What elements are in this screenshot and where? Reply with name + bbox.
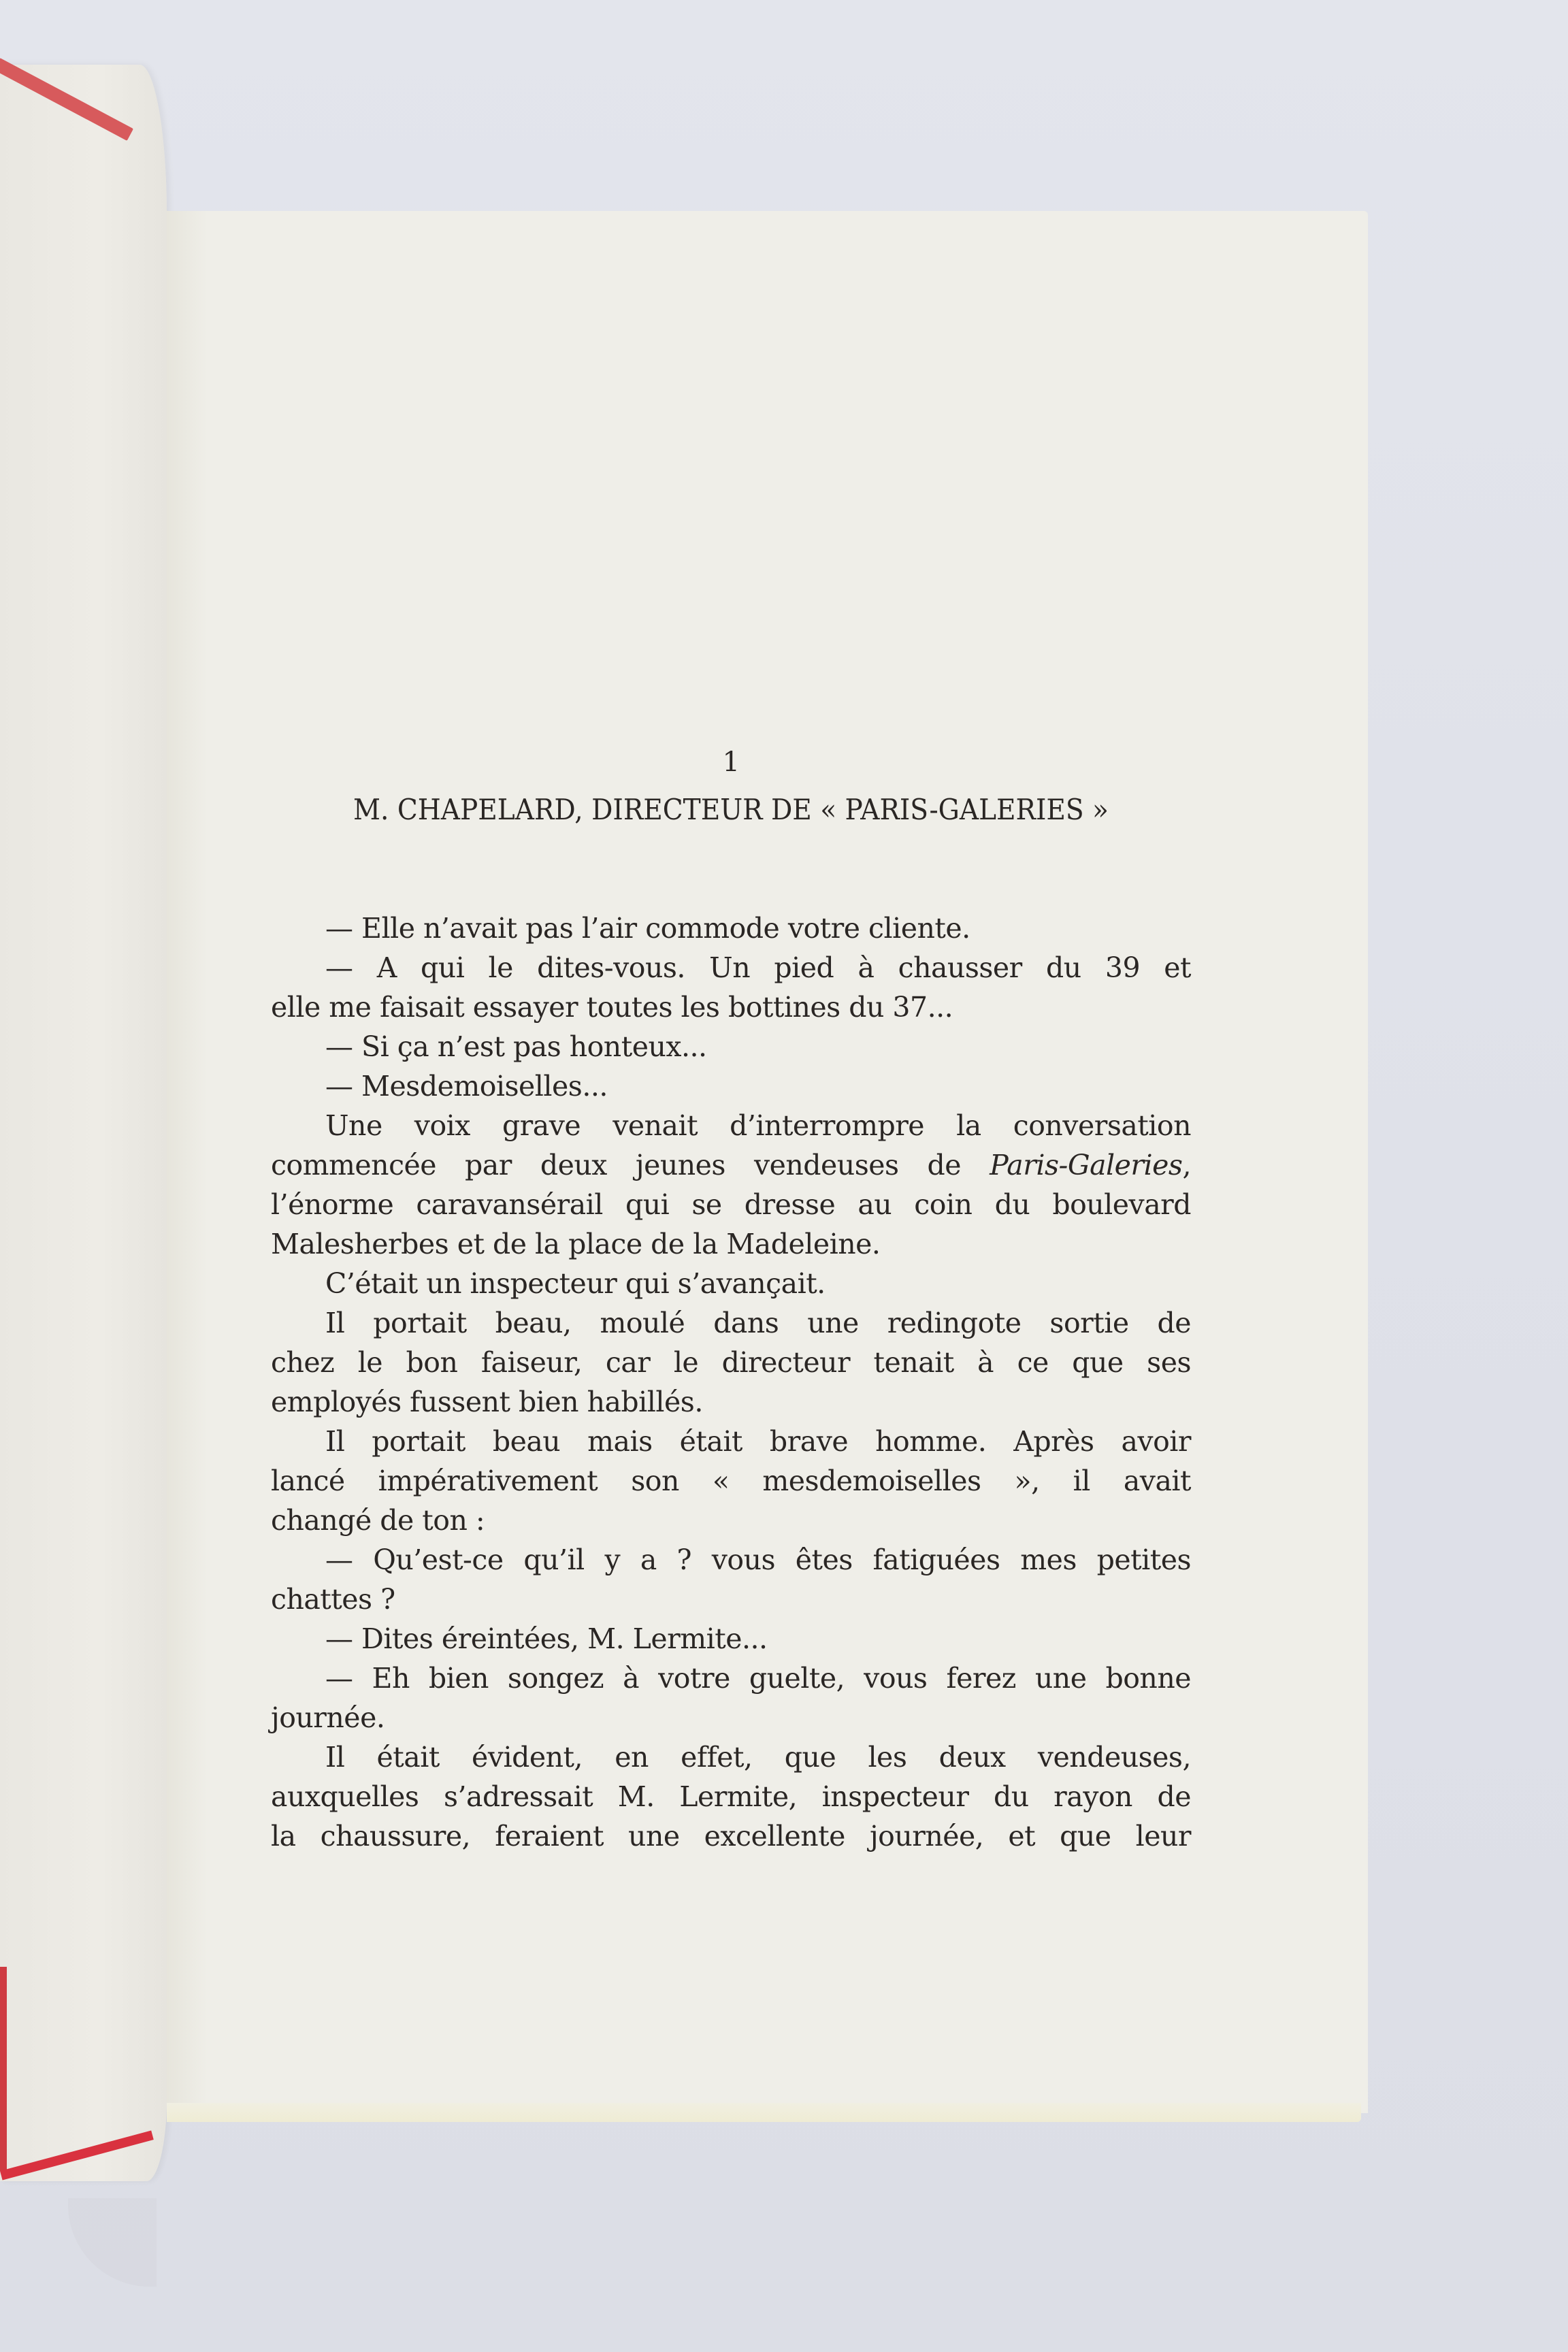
- text-line: — Mesdemoiselles...: [325, 1070, 608, 1102]
- italic-store-name: Paris-Galeries: [990, 1149, 1183, 1181]
- text-line: — Eh bien songez à votre guelte, vous ferez une bonne: [325, 1662, 1191, 1695]
- text-line: lancé impérativement son « mesdemoiselles », il avait: [271, 1465, 1191, 1497]
- text-line: elle me faisait essayer toutes les bottines du 37...: [271, 991, 953, 1024]
- text-line: [271, 1145, 1191, 1185]
- chapter-title: M. CHAPELARD, DIRECTEUR DE « PARIS-GALERIES »: [353, 793, 1109, 826]
- text-line: journée.: [271, 1701, 385, 1734]
- book-cover-edge-side: [0, 1967, 7, 2171]
- left-page-curled: [0, 65, 167, 2181]
- text-line: chez le bon faiseur, car le directeur tenait à ce que ses: [271, 1346, 1191, 1379]
- text-line: auxquelles s’adressait M. Lermite, inspecteur du rayon de: [271, 1780, 1191, 1813]
- text-line: — Elle n’avait pas l’air commode votre cliente.: [325, 912, 970, 945]
- text-line: la chaussure, feraient une excellente journée, et que leur: [271, 1820, 1191, 1852]
- page-text: [271, 738, 1191, 1856]
- chapter-number: 1: [722, 747, 740, 778]
- text-line: — Dites éreintées, M. Lermite...: [325, 1622, 768, 1655]
- text-line: — Qu’est-ce qu’il y a ? vous êtes fatiguées mes petites: [325, 1544, 1191, 1576]
- text-line: chattes ?: [271, 1583, 395, 1616]
- text-run: ,: [1182, 1149, 1191, 1181]
- text-run: commencée par deux jeunes vendeuses de: [271, 1149, 990, 1181]
- spacer: [271, 861, 1191, 909]
- text-line: Malesherbes et de la place de la Madeleine.: [271, 1228, 881, 1260]
- text-line: — A qui le dites-vous. Un pied à chausser du 39 et: [325, 951, 1191, 984]
- text-line: Il portait beau, moulé dans une redingote sortie de: [325, 1307, 1191, 1339]
- text-line: l’énorme caravansérail qui se dresse au coin du boulevard: [271, 1188, 1191, 1221]
- body-text: [271, 909, 1191, 1856]
- page-block-edge: [167, 2103, 1361, 2122]
- text-line: changé de ton :: [271, 1504, 485, 1537]
- text-line: Il portait beau mais était brave homme. Après avoir: [325, 1425, 1191, 1458]
- book-shadow: [68, 2198, 157, 2287]
- text-line: C’était un inspecteur qui s’avançait.: [325, 1267, 826, 1300]
- text-line: — Si ça n’est pas honteux...: [325, 1030, 707, 1063]
- text-line: employés fussent bien habillés.: [271, 1386, 703, 1418]
- text-line: Une voix grave venait d’interrompre la conversation: [325, 1109, 1191, 1142]
- text-line: Il était évident, en effet, que les deux vendeuses,: [325, 1741, 1191, 1774]
